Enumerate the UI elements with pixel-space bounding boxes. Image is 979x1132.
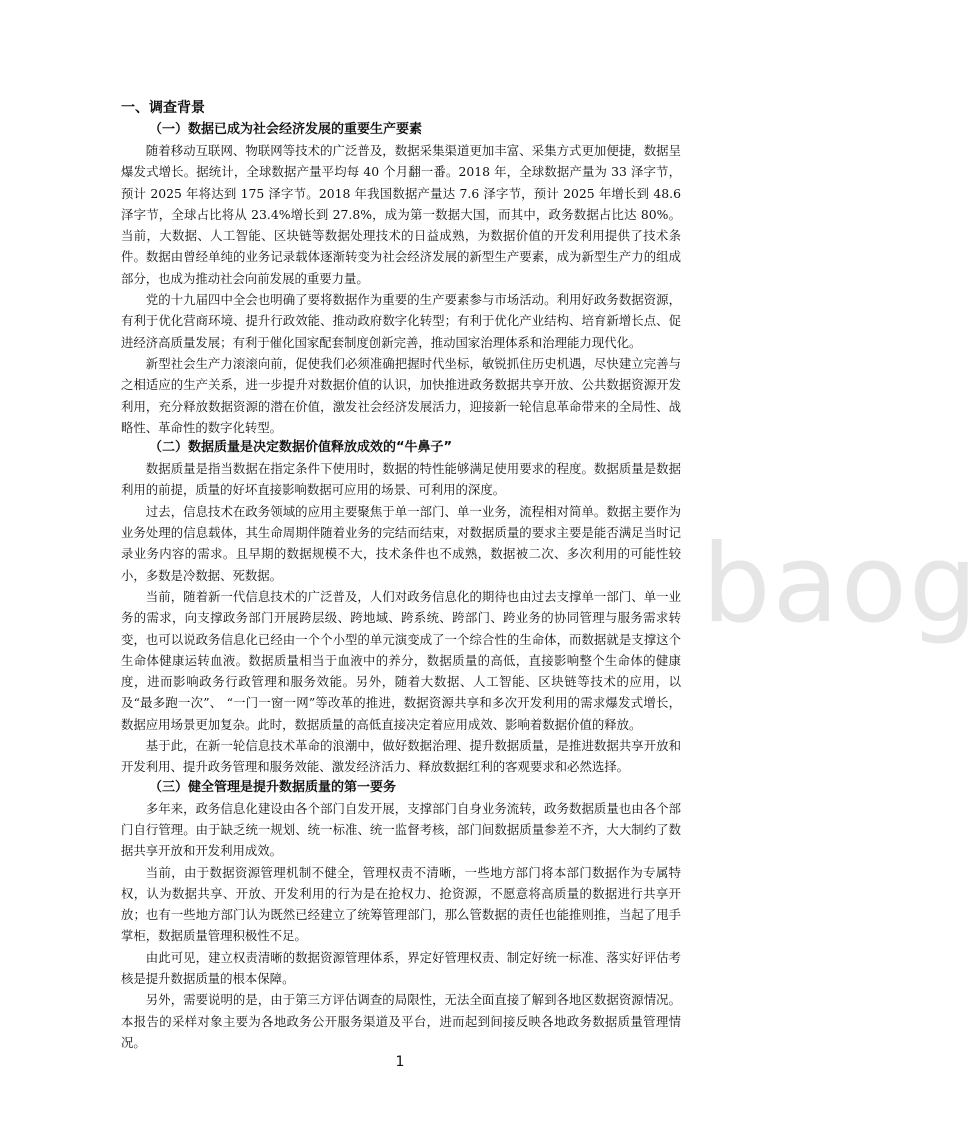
paragraph: 当前，随着新一代信息技术的广泛普及，人们对政务信息化的期待也由过去支撑单一部门、单一业务的需求，向支撑政务部门开展跨层级、跨地域、跨系统、跨部门、跨业务的协同管理与服务需求转变，也可以说政务信息化已经由一个个小型的单元演变成了一个综合性的生命体，而数据就是支撑这个生命体健康运转血液。数据质量相当于血液中的养分，数据质量的高低，直接影响整个生命体的健康度，进而影响政务行政管理和服务效能。另外，随着大数据、人工智能、区块链等技术的应用，以及“最多跑一次”、 “一门一窗一网”等改革的推进，数据资源共享和多次开发利用的需求爆发式增长，数据应用场景更加复杂。此时，数据质量的高低直接决定着应用成效、影响着数据价值的释放。 xyxy=(121,588,681,732)
paragraph: 随着移动互联网、物联网等技术的广泛普及，数据采集渠道更加丰富、采集方式更加便捷，数据呈爆发式增长。据统计，全球数据产量平均每 40 个月翻一番。2018 年，全球数据产量为 33 泽字节，预计 2025 年将达到 175 泽字节。2018 年我国数据产量达 7.6 泽字节，预计 2025 年增长到 48.6 泽字节，全球占比将从 23.4%增长到 27.8%，成为第一数据大国，而其中，政务数据占比达 80%。当前，大数据、人工智能、区块链等数据处理技术的日益成熟，为数据价值的开发利用提供了技术条件。数据由曾经单纯的业务记录载体逐渐转变为社会经济发展的新型生产要素，成为新型生产力的组成部分，也成为推动社会向前发展的重要力量。 xyxy=(121,143,681,286)
paragraph: 多年来，政务信息化建设由各个部门自发开展，支撑部门自身业务流转，政务数据质量也由各个部门自行管理。由于缺乏统一规划、统一标准、统一监督考核，部门间数据质量参差不齐，大大制约了数据共享开放和开发利用成效。 xyxy=(121,800,681,859)
paragraph: 由此可见，建立权责清晰的数据资源管理体系，界定好管理权责、制定好统一标准、落实好评估考核是提升数据质量的根本保障。 xyxy=(121,949,681,986)
section-heading: 一、调查背景 xyxy=(121,100,205,116)
paragraph: 数据质量是指当数据在指定条件下使用时，数据的特性能够满足使用要求的程度。数据质量是数据利用的前提，质量的好坏直接影响数据可应用的场景、可利用的深度。 xyxy=(121,461,681,498)
subsection-heading-1: （一）数据已成为社会经济发展的重要生产要素 xyxy=(149,122,423,137)
page-number: 1 xyxy=(395,1054,405,1070)
paragraph: 当前，由于数据资源管理机制不健全，管理权责不清晰，一些地方部门将本部门数据作为专属特权，认为数据共享、开放、开发利用的行为是在抢权力、抢资源，不愿意将高质量的数据进行共享开放；也有一些地方部门认为既然已经建立了统筹管理部门，那么管数据的责任也能推则推，当起了甩手掌柜，数据质量管理积极性不足。 xyxy=(121,864,681,944)
paragraph: 新型社会生产力滚滚向前，促使我们必须准确把握时代坐标，敏锐抓住历史机遇，尽快建立完善与之相适应的生产关系，进一步提升对数据价值的认识，加快推进政务数据共享开放、公共数据资源开发利用，充分释放数据资源的潜在价值，激发社会经济发展活力，迎接新一轮信息革命带来的全局性、战略性、革命性的数字化转型。 xyxy=(121,355,681,435)
paragraph: 基于此，在新一轮信息技术革命的浪潮中，做好数据治理、提升数据质量，是推进数据共享开放和开发利用、提升政务管理和服务效能、激发经济活力、释放数据红利的客观要求和必然选择。 xyxy=(121,738,681,775)
subsection-heading-2: （二）数据质量是决定数据价值释放成效的“牛鼻子” xyxy=(149,440,453,456)
subsection-heading-3: （三）健全管理是提升数据质量的第一要务 xyxy=(149,779,397,795)
paragraph: 另外，需要说明的是，由于第三方评估调查的局限性，无法全面直接了解到各地区数据资源情况。本报告的采样对象主要为各地政务公开服务渠道及平台，进而起到间接反映各地政务数据质量管理情况。 xyxy=(121,992,681,1050)
paragraph: 过去，信息技术在政务领域的应用主要聚焦于单一部门、单一业务，流程相对简单。数据主要作为业务处理的信息载体，其生命周期伴随着业务的完结而结束，对数据质量的要求主要是能否满足当时记录业务内容的需求。且早期的数据规模不大，技术条件也不成熟，数据被二次、多次利用的可能性较小，多数是冷数据、死数据。 xyxy=(121,503,681,583)
document-body xyxy=(121,97,681,1053)
paragraph: 党的十九届四中全会也明确了要将数据作为重要的生产要素参与市场活动。利用好政务数据资源，有利于优化营商环境、提升行政效能、推动政府数字化转型；有利于优化产业结构、培育新增长点、促进经济高质量发展；有利于催化国家配套制度创新完善，推动国家治理体系和治理能力现代化。 xyxy=(121,292,681,350)
watermark: baog xyxy=(702,522,979,647)
